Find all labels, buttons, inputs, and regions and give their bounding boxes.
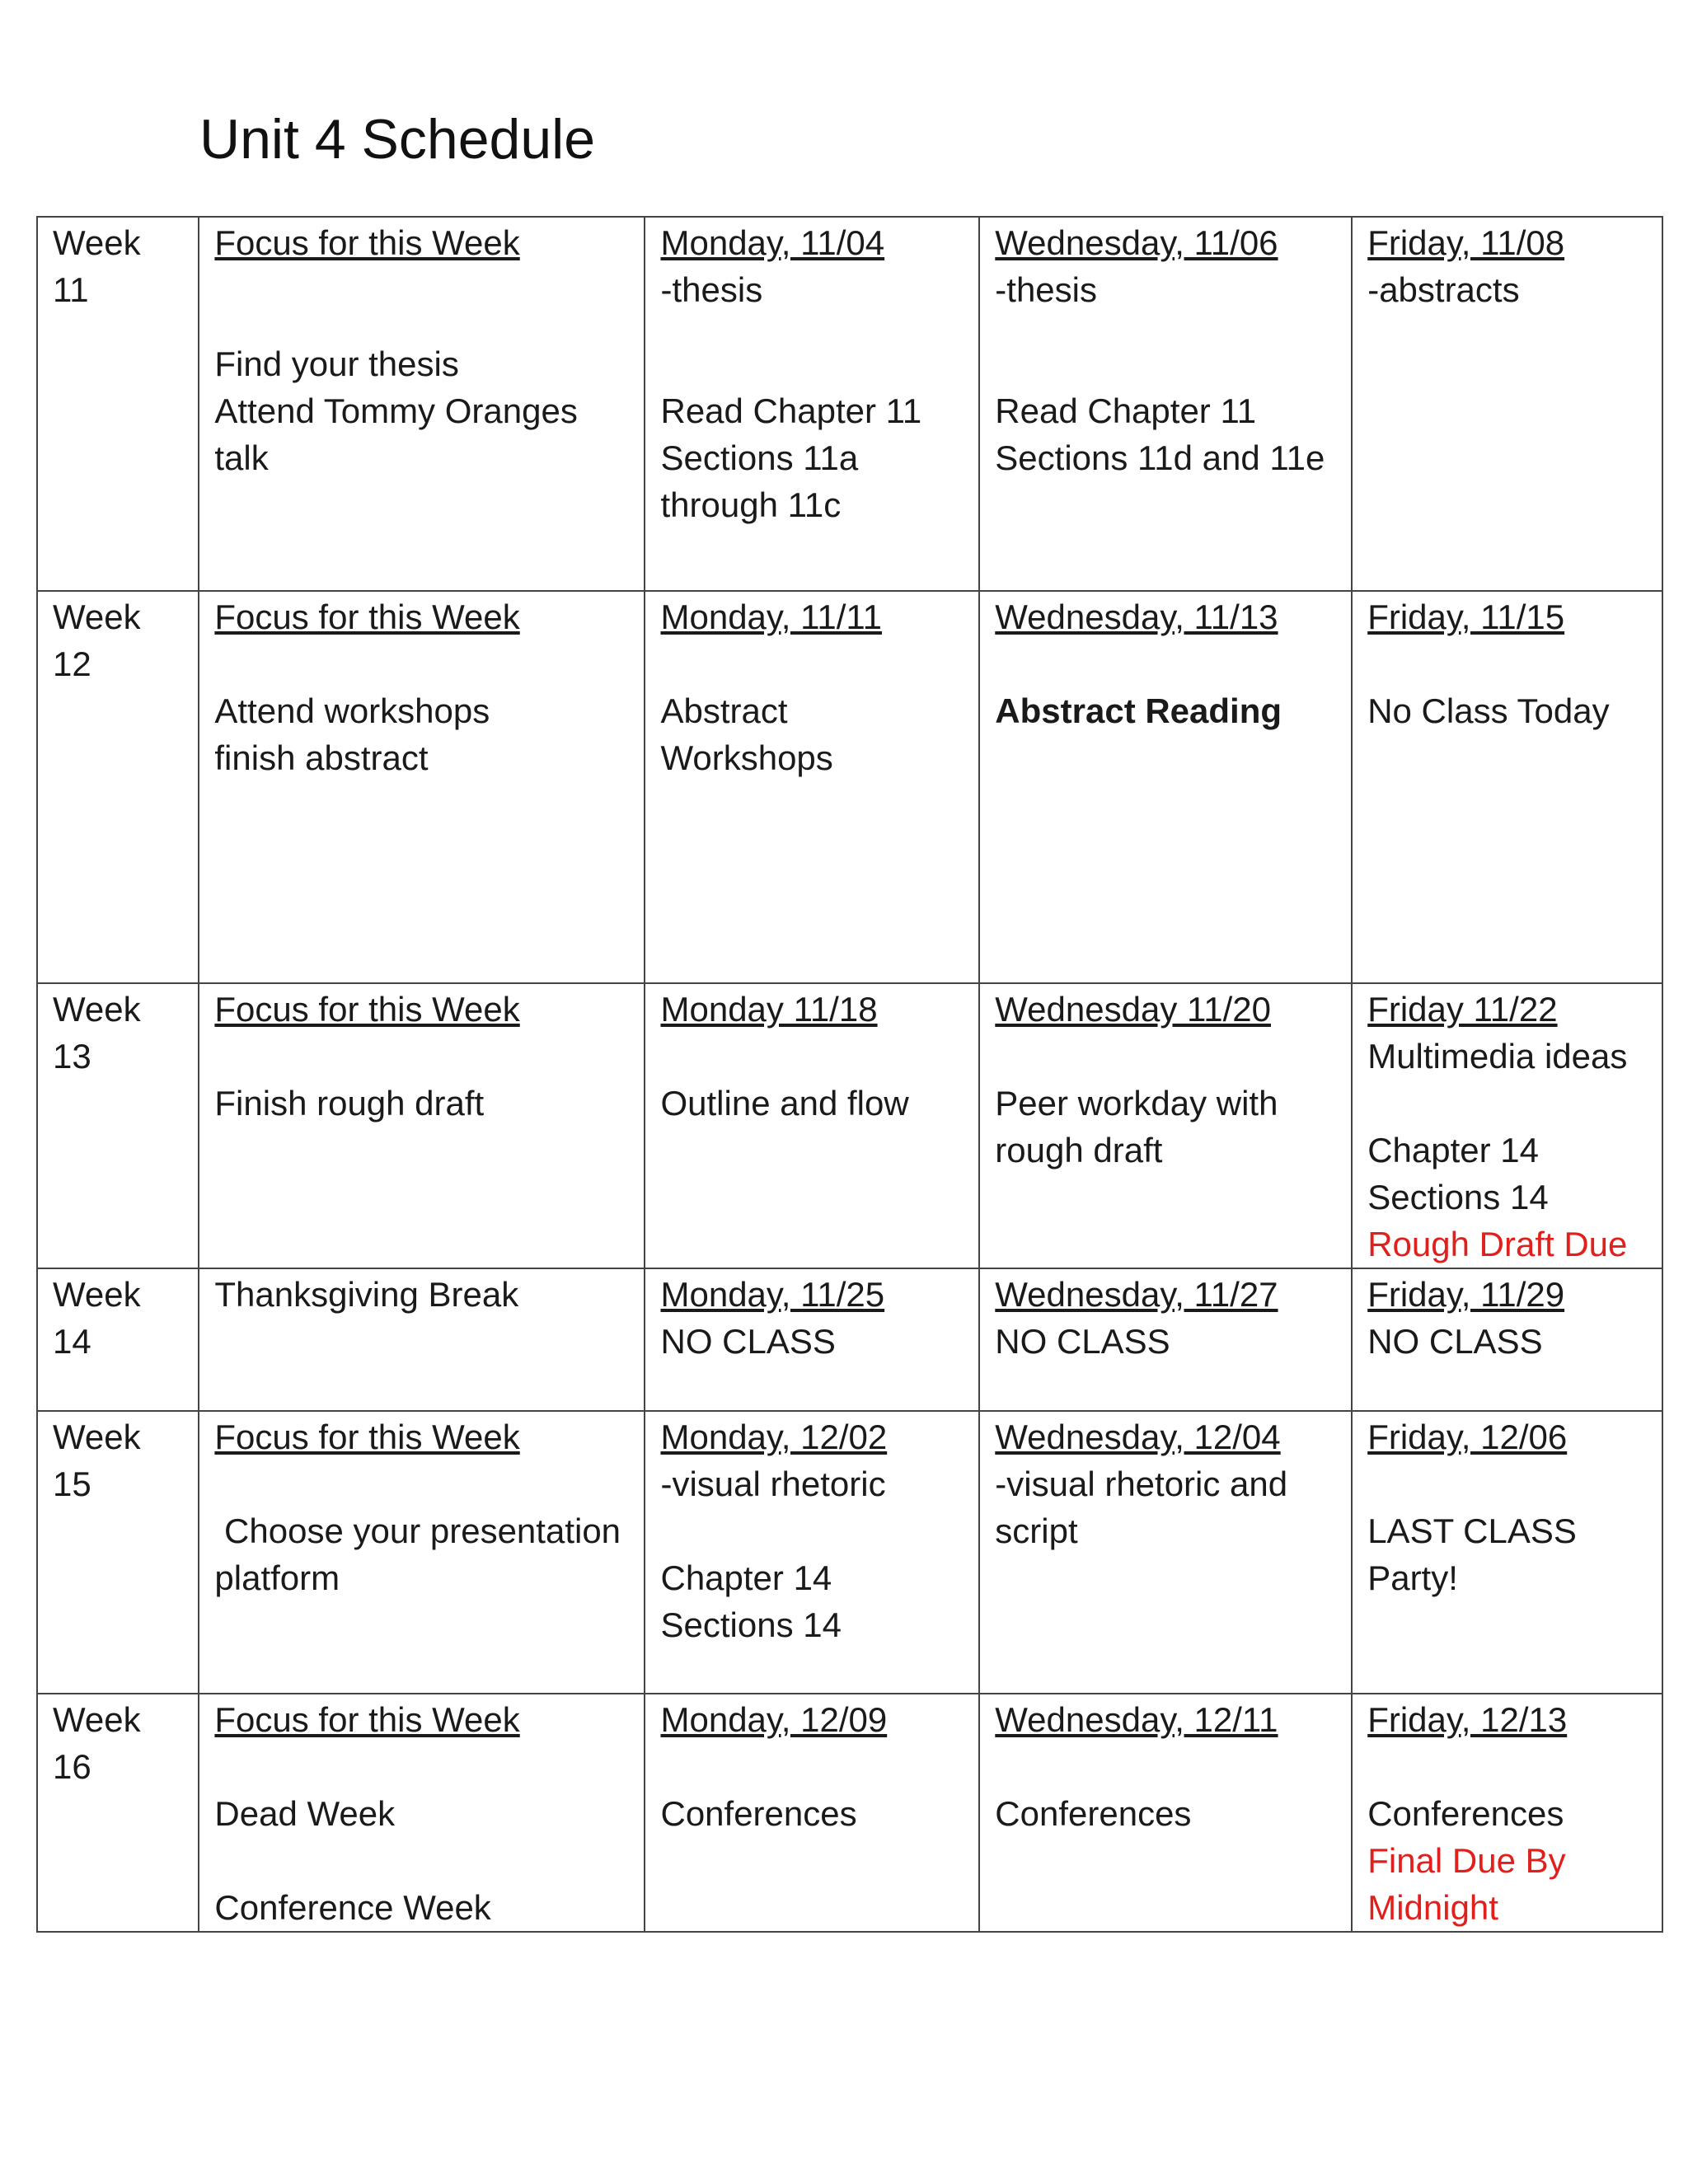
monday-cell: Monday, 11/25 NO CLASS xyxy=(645,1268,979,1411)
wednesday-cell: Wednesday 11/20 Peer workday with rough draft xyxy=(979,983,1352,1268)
friday-cell: Friday, 11/15 No Class Today xyxy=(1352,591,1662,983)
friday-cell: Friday, 12/06 LAST CLASS Party! xyxy=(1352,1411,1662,1694)
friday-cell: Friday, 11/08 -abstracts xyxy=(1352,217,1662,591)
monday-cell: Monday, 11/11 Abstract Workshops xyxy=(645,591,979,983)
focus-heading: Focus for this Week xyxy=(214,990,520,1029)
week-row-13 xyxy=(37,983,1662,1268)
day-heading: Monday, 12/02 xyxy=(660,1418,888,1456)
due-alert: Final Due By xyxy=(1367,1841,1566,1880)
day-heading: Monday, 11/11 xyxy=(660,598,882,636)
day-heading: Friday, 11/29 xyxy=(1367,1275,1565,1314)
day-heading: Wednesday 11/20 xyxy=(995,990,1271,1029)
day-heading: Friday, 11/08 xyxy=(1367,223,1565,262)
schedule-table xyxy=(36,216,1663,1933)
friday-cell: Friday, 12/13 Conferences Final Due By Midnight xyxy=(1352,1694,1662,1932)
week-label: Week 16 xyxy=(37,1694,199,1932)
week-row-15 xyxy=(37,1411,1662,1694)
monday-cell: Monday, 12/09 Conferences xyxy=(645,1694,979,1932)
focus-cell: Focus for this Week Find your thesis Attend Tommy Oranges talk xyxy=(199,217,645,591)
due-alert: Rough Draft Due xyxy=(1367,1225,1628,1263)
week-label: Week 11 xyxy=(37,217,199,591)
focus-heading: Focus for this Week xyxy=(214,1700,520,1739)
day-heading: Wednesday, 11/27 xyxy=(995,1275,1278,1314)
day-heading: Monday, 12/09 xyxy=(660,1700,888,1739)
day-heading: Friday, 12/13 xyxy=(1367,1700,1568,1739)
focus-heading: Focus for this Week xyxy=(214,223,520,262)
day-heading: Wednesday, 12/04 xyxy=(995,1418,1281,1456)
monday-cell: Monday, 11/04 -thesis Read Chapter 11 Sections 11a through 11c xyxy=(645,217,979,591)
day-heading: Friday, 12/06 xyxy=(1367,1418,1568,1456)
focus-heading: Focus for this Week xyxy=(214,598,520,636)
wednesday-cell: Wednesday, 11/13 Abstract Reading xyxy=(979,591,1352,983)
monday-cell: Monday 11/18 Outline and flow xyxy=(645,983,979,1268)
focus-cell: Focus for this Week Attend workshops finish abstract xyxy=(199,591,645,983)
wednesday-cell: Wednesday, 11/27 NO CLASS xyxy=(979,1268,1352,1411)
wednesday-cell: Wednesday, 11/06 -thesis Read Chapter 11 Sections 11d and 11e xyxy=(979,217,1352,591)
monday-cell: Monday, 12/02 -visual rhetoric Chapter 14 Sections 14 xyxy=(645,1411,979,1694)
focus-cell: Focus for this Week Choose your presentation platform xyxy=(199,1411,645,1694)
week-row-11 xyxy=(37,217,1662,591)
day-heading: Friday 11/22 xyxy=(1367,990,1558,1029)
wednesday-cell: Wednesday, 12/04 -visual rhetoric and script xyxy=(979,1411,1352,1694)
week-label: Week 12 xyxy=(37,591,199,983)
week-row-12 xyxy=(37,591,1662,983)
focus-cell: Focus for this Week Dead Week Conference Week xyxy=(199,1694,645,1932)
day-heading: Friday, 11/15 xyxy=(1367,598,1565,636)
friday-cell: Friday, 11/29 NO CLASS xyxy=(1352,1268,1662,1411)
focus-heading: Focus for this Week xyxy=(214,1418,520,1456)
day-heading: Monday, 11/04 xyxy=(660,223,885,262)
week-label: Week 15 xyxy=(37,1411,199,1694)
day-heading: Monday 11/18 xyxy=(660,990,878,1029)
focus-cell: Thanksgiving Break xyxy=(199,1268,645,1411)
focus-cell: Focus for this Week Finish rough draft xyxy=(199,983,645,1268)
page-title: Unit 4 Schedule xyxy=(199,108,596,171)
wednesday-cell: Wednesday, 12/11 Conferences xyxy=(979,1694,1352,1932)
week-label: Week 14 xyxy=(37,1268,199,1411)
due-alert: Midnight xyxy=(1367,1888,1498,1927)
day-heading: Wednesday, 11/06 xyxy=(995,223,1278,262)
week-label: Week 13 xyxy=(37,983,199,1268)
day-heading: Monday, 11/25 xyxy=(660,1275,885,1314)
day-heading: Wednesday, 12/11 xyxy=(995,1700,1278,1739)
friday-cell: Friday 11/22 Multimedia ideas Chapter 14 Sections 14 Rough Draft Due xyxy=(1352,983,1662,1268)
day-heading: Wednesday, 11/13 xyxy=(995,598,1278,636)
week-row-16 xyxy=(37,1694,1662,1932)
week-row-14 xyxy=(37,1268,1662,1411)
